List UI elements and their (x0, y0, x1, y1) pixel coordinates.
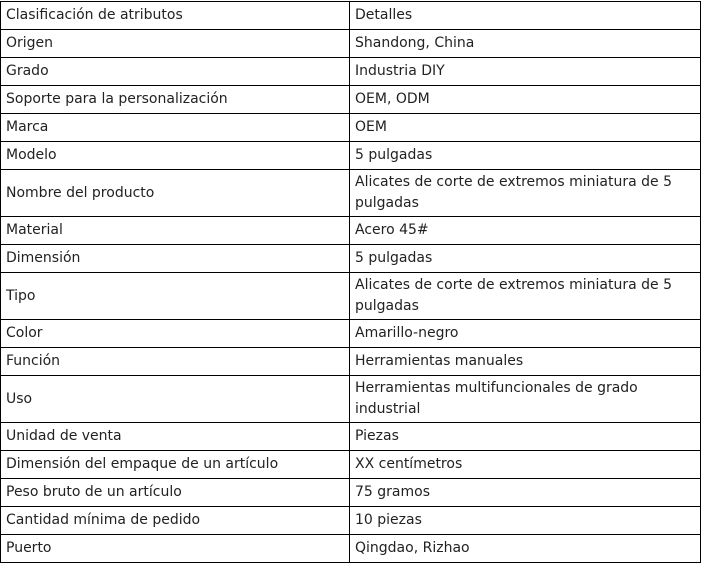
attribute-cell: Función (1, 348, 350, 376)
details-cell: 5 pulgadas (350, 142, 701, 170)
details-cell: XX centímetros (350, 451, 701, 479)
details-cell: Acero 45# (350, 217, 701, 245)
details-cell: Alicates de corte de extremos miniatura de 5 pulgadas (350, 273, 701, 320)
details-cell: Piezas (350, 423, 701, 451)
table-row (1, 114, 701, 142)
table-row (1, 423, 701, 451)
attribute-cell: Grado (1, 58, 350, 86)
table-row (1, 86, 701, 114)
attribute-cell: Color (1, 320, 350, 348)
attribute-cell: Puerto (1, 535, 350, 563)
details-cell: Amarillo-negro (350, 320, 701, 348)
table-row (1, 30, 701, 58)
attribute-cell: Material (1, 217, 350, 245)
table-row (1, 376, 701, 423)
attribute-cell: Uso (1, 376, 350, 423)
table-row (1, 142, 701, 170)
details-cell: OEM (350, 114, 701, 142)
table-header-row (1, 2, 701, 30)
attribute-cell: Modelo (1, 142, 350, 170)
specs-table-body (1, 2, 701, 563)
details-cell: Qingdao, Rizhao (350, 535, 701, 563)
header-attribute-cell: Clasificación de atributos (1, 2, 350, 30)
table-row (1, 348, 701, 376)
details-cell: Herramientas multifuncionales de grado industrial (350, 376, 701, 423)
attribute-cell: Dimensión (1, 245, 350, 273)
table-row (1, 217, 701, 245)
details-cell: Industria DIY (350, 58, 701, 86)
table-row (1, 479, 701, 507)
attribute-cell: Unidad de venta (1, 423, 350, 451)
table-row (1, 273, 701, 320)
table-row (1, 245, 701, 273)
attribute-cell: Nombre del producto (1, 170, 350, 217)
table-row (1, 507, 701, 535)
details-cell: 10 piezas (350, 507, 701, 535)
attribute-cell: Marca (1, 114, 350, 142)
table-row (1, 535, 701, 563)
details-cell: 5 pulgadas (350, 245, 701, 273)
attribute-cell: Peso bruto de un artículo (1, 479, 350, 507)
details-cell: Shandong, China (350, 30, 701, 58)
table-row (1, 451, 701, 479)
attribute-cell: Soporte para la personalización (1, 86, 350, 114)
header-details-cell: Detalles (350, 2, 701, 30)
attribute-cell: Tipo (1, 273, 350, 320)
details-cell: Alicates de corte de extremos miniatura de 5 pulgadas (350, 170, 701, 217)
attribute-cell: Dimensión del empaque de un artículo (1, 451, 350, 479)
table-row (1, 170, 701, 217)
details-cell: Herramientas manuales (350, 348, 701, 376)
attribute-cell: Origen (1, 30, 350, 58)
details-cell: 75 gramos (350, 479, 701, 507)
table-row (1, 58, 701, 86)
specs-table (0, 1, 701, 563)
table-row (1, 320, 701, 348)
attribute-cell: Cantidad mínima de pedido (1, 507, 350, 535)
details-cell: OEM, ODM (350, 86, 701, 114)
